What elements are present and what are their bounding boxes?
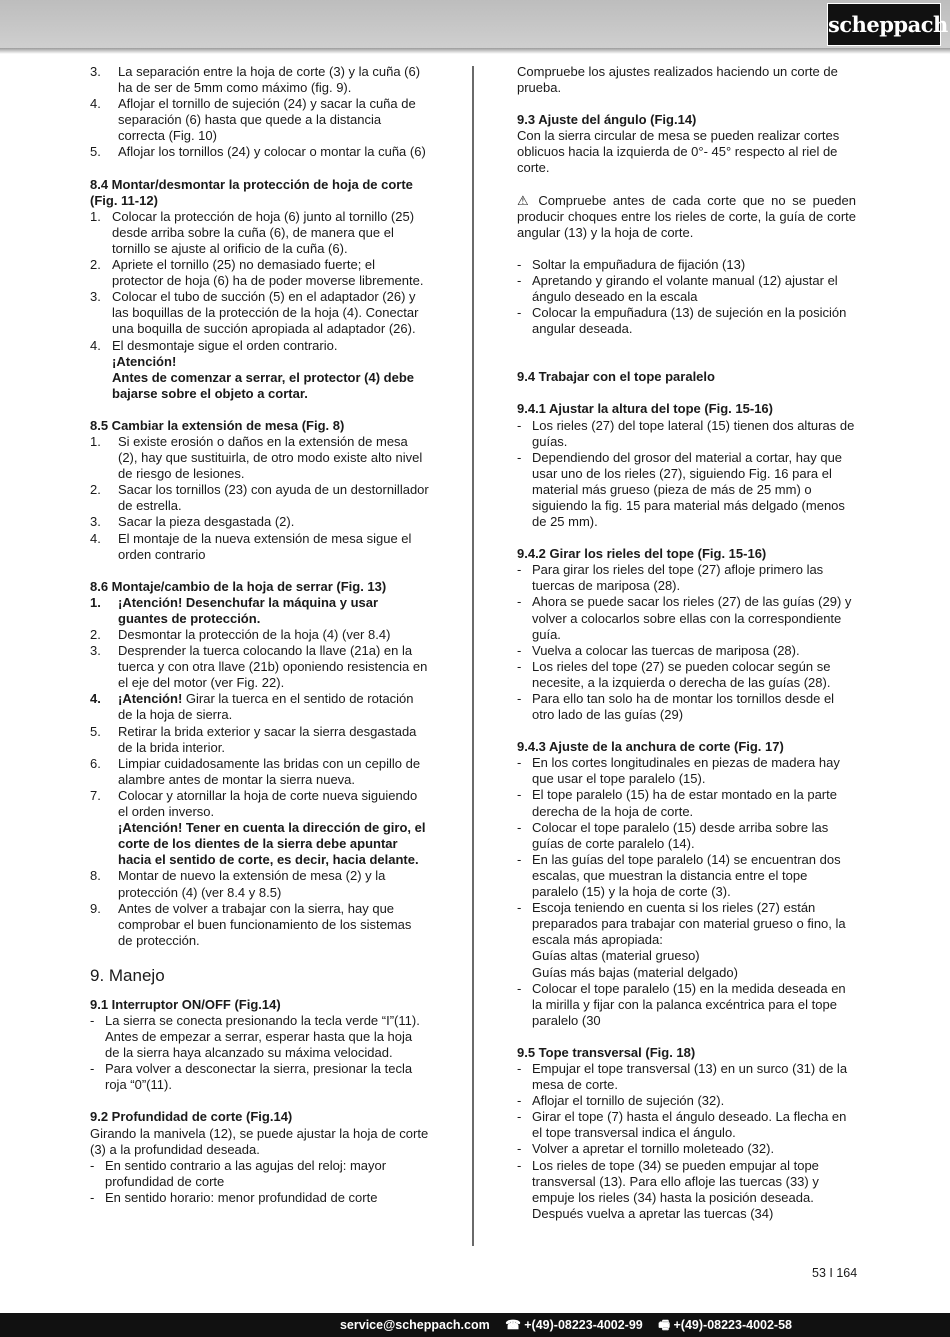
list-item: - Los rieles (27) del tope lateral (15) tienen dos alturas de guías. — [517, 418, 856, 450]
list-item: - Para volver a desconectar la sierra, presionar la tecla roja “0”(11). — [90, 1061, 429, 1093]
attention-label: ¡Atención! — [112, 353, 177, 369]
right-column — [517, 64, 856, 1222]
list-item: 3. Sacar la pieza desgastada (2). — [90, 514, 295, 530]
section-9-5-heading: 9.5 Tope transversal (Fig. 18) — [517, 1044, 696, 1060]
list-item: - Para girar los rieles del tope (27) afloje primero las tuercas de mariposa (28). — [517, 562, 856, 594]
list-item: - Apretando y girando el volante manual (12) ajustar el ángulo deseado en la escala — [517, 273, 856, 305]
list-item: 5. Aflojar los tornillos (24) y colocar o montar la cuña (6) — [90, 144, 426, 160]
list-item: 3. Colocar el tubo de succión (5) en el adaptador (26) y las boquillas de la protección de la hoja (4). Conectar una boquilla de succión apropiada al adaptador (26). — [90, 289, 419, 337]
list-item: - En sentido contrario a las agujas del reloj: mayor profundidad de corte — [90, 1158, 429, 1190]
list-item: - Volver a apretar el tornillo moleteado (32). — [517, 1141, 856, 1157]
list-item: 4. El montaje de la nueva extensión de mesa sigue el orden contrario — [90, 530, 412, 562]
section-9-3-intro: Con la sierra circular de mesa se pueden realizar cortes oblicuos hacia la izquierda de 0°- 45° respecto al riel de corte. — [517, 128, 840, 176]
section-8-4-heading: 8.4 Montar/desmontar la protección de hoja de corte (Fig. 11-12) — [90, 176, 413, 208]
list-item: 8. Montar de nuevo la extensión de mesa (2) y la protección (4) (ver 8.4 y 8.5) — [90, 868, 386, 900]
section-9-4-3-heading: 9.4.3 Ajuste de la anchura de corte (Fig. 17) — [517, 739, 784, 755]
list-item: - Dependiendo del grosor del material a cortar, hay que usar uno de los rieles (27), siguiendo Fig. 16 para el material más grueso (pieza de más de 25 mm) o siguiendo la fig. 15 para material más delgado (menos de 25 mm). — [517, 450, 856, 530]
section-9-3-warning: ⚠ Compruebe antes de cada corte que no se pueden producir choques entre los rieles de corte, la guía de corte angular (13) y la hoja de corte. — [517, 192, 856, 240]
section-8-4-list — [90, 209, 429, 402]
list-item: - En sentido horario: menor profundidad de corte — [90, 1190, 429, 1206]
list-item: 2. Desmontar la protección de la hoja (4) (ver 8.4) — [90, 627, 391, 642]
list-item: 3. La separación entre la hoja de corte (3) y la cuña (6) ha de ser de 5mm como máximo (fig. 9). — [90, 64, 421, 96]
scale-option: Guías más bajas (material delgado) — [532, 964, 738, 980]
list-item: - En las guías del tope paralelo (14) se encuentran dos escalas, que muestran la distancia entre el tope paralelo (15) y la hoja de corte (3). — [517, 852, 856, 900]
attention-text: Antes de comenzar a serrar, el protector (4) debe bajarse sobre el objeto a cortar. — [112, 369, 414, 401]
attention-text: ¡Atención! Tener en cuenta la dirección de giro, el corte de los dientes de la sierra debe apuntar hacia el sentido de corte, es decir, hacia delante. — [118, 820, 426, 868]
list-item: - Los rieles del tope (27) se pueden colocar según se necesite, a la izquierda o derecha de las guías (28). — [517, 659, 856, 691]
list-item: 1. Si existe erosión o daños en la extensión de mesa (2), hay que sustituirla, de otro modo existe alto nivel de riesgo de lesiones. — [90, 433, 423, 482]
left-column — [90, 64, 429, 1206]
list-item: - En los cortes longitudinales en piezas de madera hay que usar el tope paralelo (15). — [517, 755, 856, 787]
section-9-2-list — [90, 1158, 429, 1206]
section-8-6-heading: 8.6 Montaje/cambio de la hoja de serrar (Fig. 13) — [90, 578, 387, 594]
list-item: - Los rieles de tope (34) se pueden empujar al tope transversal (13). Para ello afloje las tuercas (33) y empuje los rieles (34) hasta la posición deseada. Después vuelva a apretar las tuercas (34) — [517, 1158, 856, 1222]
section-9-3-heading: 9.3 Ajuste del ángulo (Fig.14) — [517, 112, 697, 128]
list-item: - Empujar el tope transversal (13) en un surco (31) de la mesa de corte. — [517, 1061, 856, 1093]
section-9-4-2-heading: 9.4.2 Girar los rieles del tope (Fig. 15-16) — [517, 546, 767, 562]
list-item: 2. Apriete el tornillo (25) no demasiado fuerte; el protector de hoja (6) ha de poder moverse libremente. — [90, 257, 424, 289]
section-8-5-list — [90, 434, 429, 563]
list-item: 1. ¡Atención! Desenchufar la máquina y usar guantes de protección. — [90, 594, 379, 626]
list-item: - El tope paralelo (15) ha de estar montado en la parte derecha de la hoja de corte. — [517, 787, 856, 819]
footer-bar — [0, 1313, 950, 1337]
list-item: - Escoja teniendo en cuenta si los rieles (27) están preparados para trabajar con material grueso o fino, la escala más apropiada: Guías altas (material grueso) Guías más bajas (material delgado) — [517, 900, 856, 980]
list-item: 4. Aflojar el tornillo de sujeción (24) y sacar la cuña de separación (6) hasta que quede a la distancia correcta (Fig. 10) — [90, 96, 416, 144]
list-item: - Colocar el tope paralelo (15) desde arriba sobre las guías de corte paralelo (14). — [517, 820, 856, 852]
section-9-5-list — [517, 1061, 856, 1222]
list-item: 9. Antes de volver a trabajar con la sierra, hay que comprobar el buen funcionamiento de los sistemas de protección. — [90, 900, 412, 948]
header-band — [0, 0, 950, 48]
list-item: 4. El desmontaje sigue el orden contrario. ¡Atención! Antes de comenzar a serrar, el protector (4) debe bajarse sobre el objeto a cortar. — [90, 338, 429, 402]
scale-option: Guías altas (material grueso) — [532, 948, 700, 964]
list-item: - Ahora se puede sacar los rieles (27) de las guías (29) y volver a colocarlos sobre ellas con la correspondiente guía. — [517, 594, 856, 642]
section-9-4-heading: 9.4 Trabajar con el tope paralelo — [517, 369, 715, 385]
list-item: 3. Desprender la tuerca colocando la llave (21a) en la tuerca y con otra llave (21b) oponiendo resistencia en el eje del motor (ver Fig. 22). — [90, 643, 428, 691]
footer-fax: 🖷 +(49)-08223-4002-58 — [658, 1318, 792, 1332]
list-item: - Soltar la empuñadura de fijación (13) — [517, 257, 856, 273]
section-8-5-heading: 8.5 Cambiar la extensión de mesa (Fig. 8) — [90, 417, 345, 433]
section-9-4-3-list — [517, 755, 856, 1029]
footer-email: service@scheppach.com — [339, 1318, 490, 1332]
list-item: - Aflojar el tornillo de sujeción (32). — [517, 1093, 856, 1109]
section-9-2-heading: 9.2 Profundidad de corte (Fig.14) — [90, 1109, 293, 1125]
section-9-4-1-heading: 9.4.1 Ajustar la altura del tope (Fig. 15-16) — [517, 401, 773, 417]
section-9-1-heading: 9.1 Interruptor ON/OFF (Fig.14) — [90, 996, 281, 1012]
section-9-4-1-list — [517, 418, 856, 531]
intro-list — [90, 64, 429, 161]
list-item: 4. ¡Atención! Girar la tuerca en el sentido de rotación de la hoja de sierra. — [90, 691, 414, 723]
scheppach-logo: scheppach — [827, 3, 941, 46]
list-item: - Para ello tan solo ha de montar los tornillos desde el otro lado de las guías (29) — [517, 691, 856, 723]
section-9-1-list — [90, 1013, 429, 1093]
list-item: - Girar el tope (7) hasta el ángulo deseado. La flecha en el tope transversal indica el ángulo. — [517, 1109, 856, 1141]
column-divider — [472, 66, 474, 1246]
section-9-heading: 9. Manejo — [90, 965, 165, 985]
section-9-3-list — [517, 257, 856, 337]
list-item: 7. Colocar y atornillar la hoja de corte nueva siguiendo el orden inverso. ¡Atención! Tener en cuenta la dirección de giro, el corte de los dientes de la sierra debe apuntar hacia el sentido de corte, es decir, hacia delante. — [90, 788, 429, 868]
section-9-2-intro: Girando la manivela (12), se puede ajustar la hoja de corte (3) a la profundidad deseada. — [90, 1125, 429, 1157]
list-item: - Vuelva a colocar las tuercas de mariposa (28). — [517, 643, 856, 659]
list-item: 2. Sacar los tornillos (23) con ayuda de un destornillador de estrella. — [90, 482, 429, 514]
right-intro: Compruebe los ajustes realizados haciendo un corte de prueba. — [517, 64, 838, 96]
list-item: - Colocar el tope paralelo (15) en la medida deseada en la mirilla y fijar con la palanca excéntrica para el tope paralelo (30 — [517, 981, 856, 1029]
list-item: 1. Colocar la protección de hoja (6) junto al tornillo (25) desde arriba sobre la cuña (6), de manera que el tornillo se ajuste al orificio de la cuña (6). — [90, 208, 415, 256]
page-number: 53 I 164 — [812, 1266, 858, 1280]
list-item: 6. Limpiar cuidadosamente las bridas con un cepillo de alambre antes de montar la sierra nueva. — [90, 755, 421, 787]
header-shadow — [0, 48, 950, 54]
list-item: - Colocar la empuñadura (13) de sujeción en la posición angular deseada. — [517, 305, 856, 337]
list-item: - La sierra se conecta presionando la tecla verde “I”(11). Antes de empezar a serrar, esperar hasta que la hoja de la sierra haya alcanzado su máxima velocidad. — [90, 1013, 429, 1061]
section-9-4-2-list — [517, 562, 856, 723]
section-8-6-list — [90, 595, 429, 949]
footer-phone: ☎ +(49)-08223-4002-99 — [505, 1318, 643, 1332]
list-item: 5. Retirar la brida exterior y sacar la sierra desgastada de la brida interior. — [90, 723, 417, 755]
